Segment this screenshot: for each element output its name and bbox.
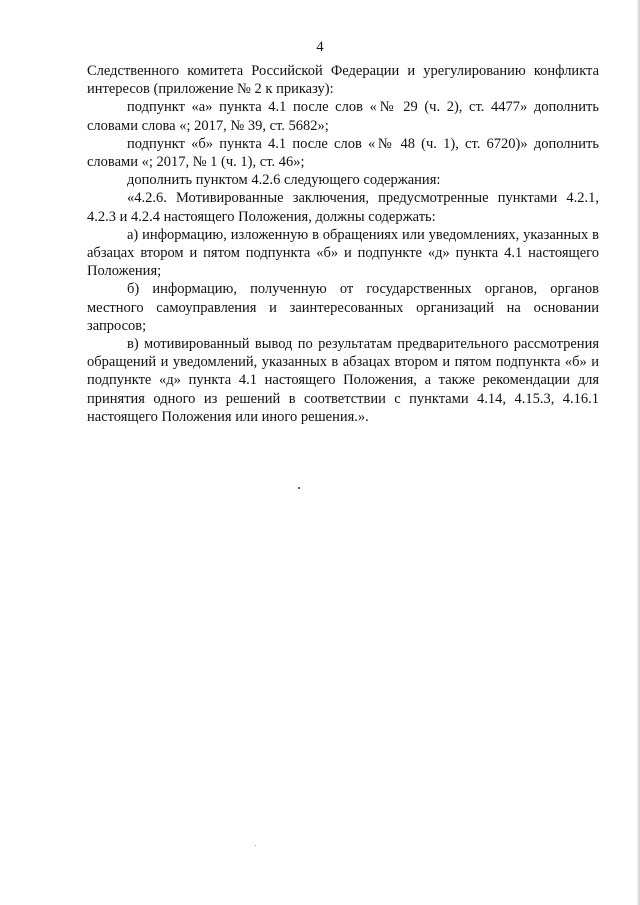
document-body xyxy=(87,62,599,426)
paragraph-add-point: дополнить пунктом 4.2.6 следующего содержания: xyxy=(127,172,441,189)
scan-speck xyxy=(255,845,256,846)
scan-speck xyxy=(298,487,300,489)
paragraph-item-b: б) информацию, полученную от государственных органов, органов местного самоуправления и заинтересованных организаций на основании запросов; xyxy=(87,281,599,334)
paragraph-subpoint-a: подпункт «а» пункта 4.1 после слов «№ 29 (ч. 2), ст. 4477» дополнить словами слова «; 2017, № 39, ст. 5682»; xyxy=(87,99,599,134)
paragraph-subpoint-b: подпункт «б» пункта 4.1 после слов «№ 48 (ч. 1), ст. 6720)» дополнить словами «; 2017, № 1 (ч. 1), ст. 46»; xyxy=(87,135,599,171)
paragraph-item-a: а) информацию, изложенную в обращениях или уведомлениях, указанных в абзацах втором и пятом подпункта «б» и подпункте «д» пункта 4.1 настоящего Положения; xyxy=(87,226,599,280)
paragraph-continuation: Следственного комитета Российской Федерации и урегулированию конфликта интересов (приложение № 2 к приказу): xyxy=(87,63,599,98)
page-number: 4 xyxy=(316,39,324,55)
paragraph-item-v: в) мотивированный вывод по результатам предварительного рассмотрения обращений и уведомлений, указанных в абзацах втором и пятом подпункта «б» и подпункте «д» пункта 4.1 настоящего Положения, а также рекомендации для принятия одного из решений в соответствии с пунктами 4.14, 4.15.3, 4.16.1 настоящего Положения или иного решения.». xyxy=(87,336,599,425)
paragraph-point-4-2-6: «4.2.6. Мотивированные заключения, предусмотренные пунктами 4.2.1, 4.2.3 и 4.2.4 настоящего Положения, должны содержать: xyxy=(87,190,599,225)
